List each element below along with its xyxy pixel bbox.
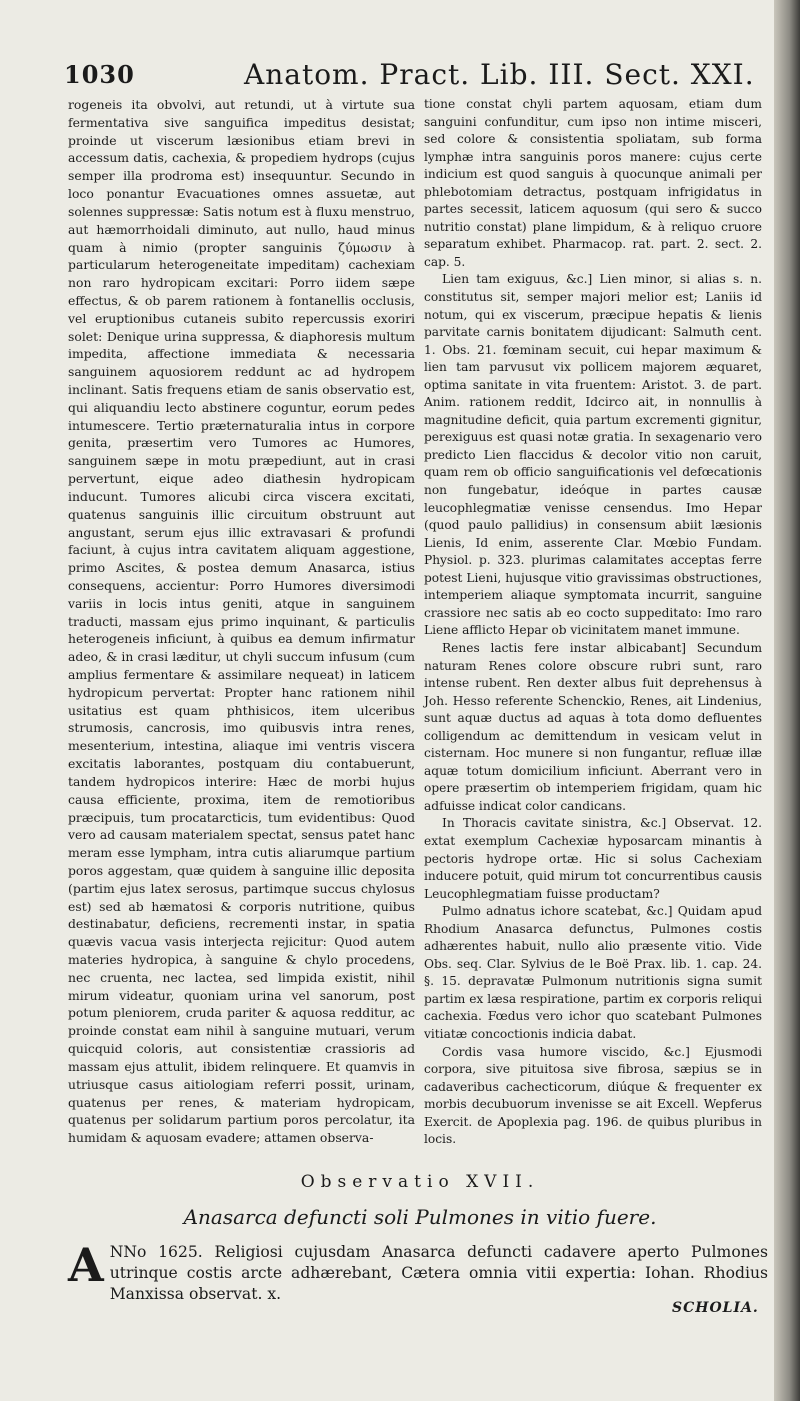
observation-subtitle: Anasarca defuncti soli Pulmones in vitio fuere.	[183, 1205, 657, 1229]
right-paragraph: Lien tam exiguus, &c.] Lien minor, si alias s. n. constitutus sit, semper majori melior est; Laniis id notum, qui ex viscerum, præcipue hepatis & lienis parvitate carnis bonitatem dijudicant: Salmuth cent. 1. Obs. 21. fœminam secuit, cui hepar maximum & lien tam parvusut vix pollicem majorem æquaret, optima sanitate in vita fruentem: Aristot. 3. de part. Anim. rationem reddit, Idcirco ait, in nonnullis à magnitudine deficit, quia partum excrementi gignitur, perexiguus est quasi notæ gratia. In sexagenario vero predicto Lien flaccidus & decolor vitio non caruit, quam rem ob officio sanguificationis vel defœcationis non fungebatur, ideóque in partes causæ leucophlegmatiæ venisse censendus. Imo Hepar (quod paulo pallidius) in consensum abiit læsionis Lienis, Id enim, asserente Clar. Mœbio Fundam. Physiol. p. 323. plurimas calamitates acceptas ferre potest Lieni, hujusque vitio gravissimas obstructiones, intemperiem aliaque symptomata incurrit, sanguine crassiore nec satis ab eo cocto suppeditato: Imo raro Liene afflicto Hepar ob vicinitatem manet immune.	[424, 272, 762, 638]
right-column	[424, 96, 762, 1149]
catchword: SCHOLIA.	[672, 1300, 759, 1316]
page-number: 1030	[64, 60, 135, 89]
page-header	[64, 58, 772, 98]
observation-title: Observatio XVII.	[300, 1172, 540, 1192]
right-paragraph: Cordis vasa humore viscido, &c.] Ejusmodi corpora, sive pituitosa sive fibrosa, sæpius se in cadaveribus cachecticorum, diúque & frequenter ex morbis decubuorum invenisse se ait Excell. Wepferus Exercit. de Apoplexia pag. 196. de quibus pluribus in locis.	[424, 1044, 762, 1147]
right-paragraph: In Thoracis cavitate sinistra, &c.] Observat. 12. extat exemplum Cachexiæ hyposarcam minantis à pectoris hydrope ortæ. Hic si solus Cachexiam inducere potuit, quid mirum tot concurrentibus causis Leucophlegmatiam fuisse productam?	[424, 816, 762, 901]
right-paragraph: tione constat chyli partem aquosam, etiam dum sanguini confunditur, cum ipso non intime misceri, sed colore & consistentia spoliatam, sub forma lymphæ intra sanguinis poros manere: cujus certe indicium est quod sanguis à quocunque animali per phlebotomiam detractus, postquam infrigidatus in partes secessit, laticem aquosum (qui sero & succo nutritio constat) plane limpidum, & à reliquo cruore separatum exhibet. Pharmacop. rat. part. 2. sect. 2. cap. 5.	[424, 97, 762, 269]
observation-body	[68, 1238, 768, 1305]
running-head: Anatom. Pract. Lib. III. Sect. XXI.	[244, 58, 755, 91]
page-edge	[774, 0, 800, 1401]
observation-text: NNo 1625. Religiosi cujusdam Anasarca defuncti cadavere aperto Pulmones utrinque costis arcte adhærebant, Cætera omnia vitii expertia: Iohan. Rhodius Manxissa observat. x.	[109, 1243, 768, 1303]
left-column	[68, 96, 415, 1147]
right-paragraph: Renes lactis fere instar albicabant] Secundum naturam Renes colore obscure rubri sunt, raro intense rubent. Ren dexter albus fuit deprehensus à Joh. Hesso referente Schenckio, Renes, ait Lindenius, sunt aquæ ductus ad aquas à tota domo defluentes colligendum ac demittendum in vesicam velut in cisternam. Hoc munere si non fungantur, refluæ illæ aquæ totum domicilium inficiunt. Aberrant vero in opere præsertim ob intemperiem frigidam, quam hic adfuisse indicat color candicans.	[424, 640, 762, 813]
right-paragraph: Pulmo adnatus ichore scatebat, &c.] Quidam apud Rhodium Anasarca defunctus, Pulmones costis adhærentes habuit, nullo alio præsente vitio. Vide Obs. seq. Clar. Sylvius de le Boë Prax. lib. 1. cap. 24. §. 15. depravatæ Pulmonum nutritionis signa sumit partim ex læsa respiratione, partim ex corporis reliqui cachexia. Fœdus vero ichor quo scatebant Pulmones vitiatæ concoctionis indicia dabat.	[424, 904, 762, 1041]
drop-cap: A	[68, 1238, 104, 1292]
left-paragraph: rogeneis ita obvolvi, aut retundi, ut à virtute sua fermentativa sive sanguifica impeditus desistat; proinde ut viscerum læsionibus etiam brevi in accessum datis, cachexia, & propediem hydrops (cujus semper illa prodroma est) insequuntur. Secundo in loco ponantur Evacuationes omnes assuetæ, aut solennes suppressæ: Satis notum est à fluxu menstruo, aut hæmorrhoidali diminuto, aut nullo, haud minus quam à nimio (propter sanguinis ζύμωσιν à particularum heterogeneitate impeditam) cachexiam non raro hydropicam excitari: Porro iidem sæpe effectus, & ob parem rationem à fontanellis occlusis, vel eruptionibus cutaneis subito repercussis exoriri solet: Denique urina suppressa, & diaphoresis multum impedita, affectione immediata & necessaria sanguinem aquosiorem reddunt ac ad hydropem inclinant. Satis frequens etiam de sanis observatio est, qui aliquandiu lecto abstinere coguntur, eorum pedes intumescere. Tertio præternaturalia intus in corpore genita, præsertim vero Tumores ac Humores, sanguinem sæpe in motu præpediunt, aut in crasi pervertunt, eique adeo diathesin hydropicam inducunt. Tumores alicubi circa viscera excitati, quatenus sanguinis illic circuitum obstruunt aut angustant, serum ejus illic extravasari & profundi faciunt, à cujus intra cavitatem aliquam aggestione, primo Ascites, & postea demum Anasarca, istius consequens, accientur: Porro Humores diversimodi variis in locis intus geniti, atque in sanguinem traducti, massam ejus primo inquinant, & particulis heterogeneis inficiunt, à quibus ea demum infirmatur adeo, & in crasi læditur, ut chyli succum infusum (cum amplius fermentare & assimilare nequeat) in laticem hydropicum pervertat: Propter hanc rationem nihil usitatius est quam phthisicos, item ulceribus strumosis, cancrosis, imo quibusvis intra renes, mesenterium, intestina, aliaque imi ventris viscera excitatis laborantes, postquam diu contabuerunt, tandem hydropicos interire: Hæc de morbi hujus causa efficiente, proxima, item de remotioribus præcipuis, tum procatarcticis, tum evidentibus: Quod vero ad causam materialem spectat, sensus patet hanc meram esse lympham, intra cutis aliarumque partium poros aggestam, quæ quidem à sanguine illic deposita (partim ejus latex serosus, partimque succus chylosus est) sed ab hæmatosi & corporis nutritione, quibus destinabatur, deficiens, recrementi instar, in spatia quævis vacua vasis interjecta rejicitur: Quod autem materies hydropica, à sanguine & chylo procedens, nec cruenta, nec lactea, sed limpida existit, nihil mirum videatur, quoniam urina vel sanorum, post potum pleniorem, cruda pariter & aquosa redditur, ac proinde constat eam nihil à sanguine mutuari, verum quicquid coloris, aut consistentiæ crassioris ad massam ejus attulit, ibidem relinquere. Et quamvis in utriusque casus aitiologiam referri possit, urinam, quatenus per renes, & materiam hydropicam, quatenus per solidarum partium poros percolatur, ita humidam & aquosam evadere; attamen observa-	[68, 97, 415, 1146]
